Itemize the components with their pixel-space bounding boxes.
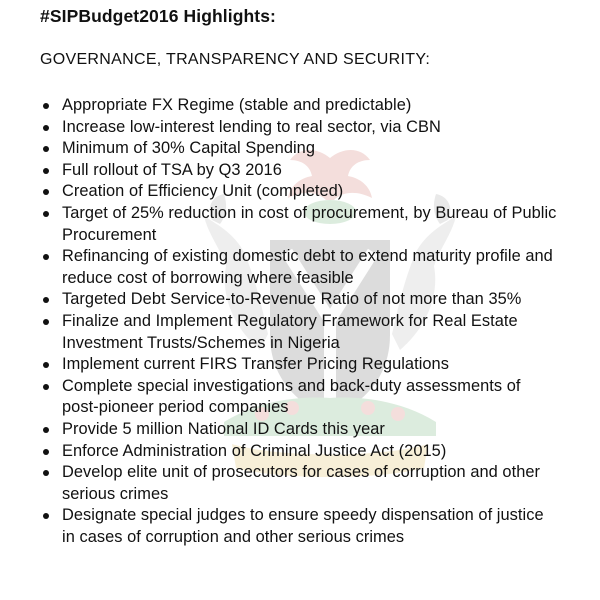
list-item-text: Designate special judges to ensure speedy dispensation of justice in cases of corruption and other serious crimes <box>62 506 544 546</box>
bullet-icon <box>43 384 49 390</box>
bullet-icon <box>43 362 49 368</box>
list-item-text: Finalize and Implement Regulatory Framework for Real Estate Investment Trusts/Schemes in Nigeria <box>62 311 518 352</box>
list-item <box>40 138 560 160</box>
document-title: #SIPBudget2016 Highlights: <box>40 6 276 26</box>
list-item-text: Appropriate FX Regime (stable and predictable) <box>62 96 412 114</box>
list-item <box>40 311 560 354</box>
list-item <box>40 462 560 505</box>
bullet-icon <box>43 254 49 260</box>
list-item-text: Implement current FIRS Transfer Pricing Regulations <box>62 355 449 374</box>
bullet-icon <box>43 297 49 303</box>
bullet-icon <box>43 125 49 131</box>
list-item-text: Full rollout of TSA by Q3 2016 <box>62 160 282 179</box>
list-item <box>40 505 560 548</box>
list-item <box>40 246 560 289</box>
list-item <box>40 117 560 139</box>
list-item-text: Enforce Administration of Criminal Justice Act (2015) <box>62 441 447 460</box>
list-item-text: Provide 5 million National ID Cards this year <box>62 419 385 438</box>
list-item-text: Complete special investigations and back-duty assessments of post-pioneer period companies <box>62 376 521 417</box>
bullet-icon <box>43 470 49 476</box>
list-item <box>40 160 560 182</box>
list-item <box>40 376 560 419</box>
bullet-icon <box>43 319 49 325</box>
list-item <box>40 181 560 203</box>
bullet-icon <box>43 427 49 433</box>
list-item <box>40 419 560 441</box>
list-item <box>40 203 560 246</box>
highlights-list <box>40 95 560 548</box>
list-item-text: Creation of Efficiency Unit (completed) <box>62 182 344 201</box>
section-heading: GOVERNANCE, TRANSPARENCY AND SECURITY: <box>40 51 431 68</box>
bullet-icon <box>43 189 49 195</box>
list-item <box>40 289 560 311</box>
list-item <box>40 95 560 117</box>
list-item-text: Target of 25% reduction in cost of procurement, by Bureau of Public Procurement <box>62 203 557 244</box>
list-item-text: Refinancing of existing domestic debt to extend maturity profile and reduce cost of borrowing where feasible <box>62 247 553 287</box>
list-item-text: Increase low-interest lending to real sector, via CBN <box>62 117 441 136</box>
bullet-icon <box>43 513 49 519</box>
list-item-text: Develop elite unit of prosecutors for cases of corruption and other serious crimes <box>62 463 541 503</box>
bullet-icon <box>43 103 49 109</box>
list-item <box>40 441 560 463</box>
list-item-text: Targeted Debt Service-to-Revenue Ratio of not more than 35% <box>62 290 522 309</box>
list-item <box>40 354 560 376</box>
bullet-icon <box>43 146 49 152</box>
list-item-text: Minimum of 30% Capital Spending <box>62 139 316 158</box>
bullet-icon <box>43 211 49 217</box>
bullet-icon <box>43 449 49 455</box>
bullet-icon <box>43 168 49 174</box>
